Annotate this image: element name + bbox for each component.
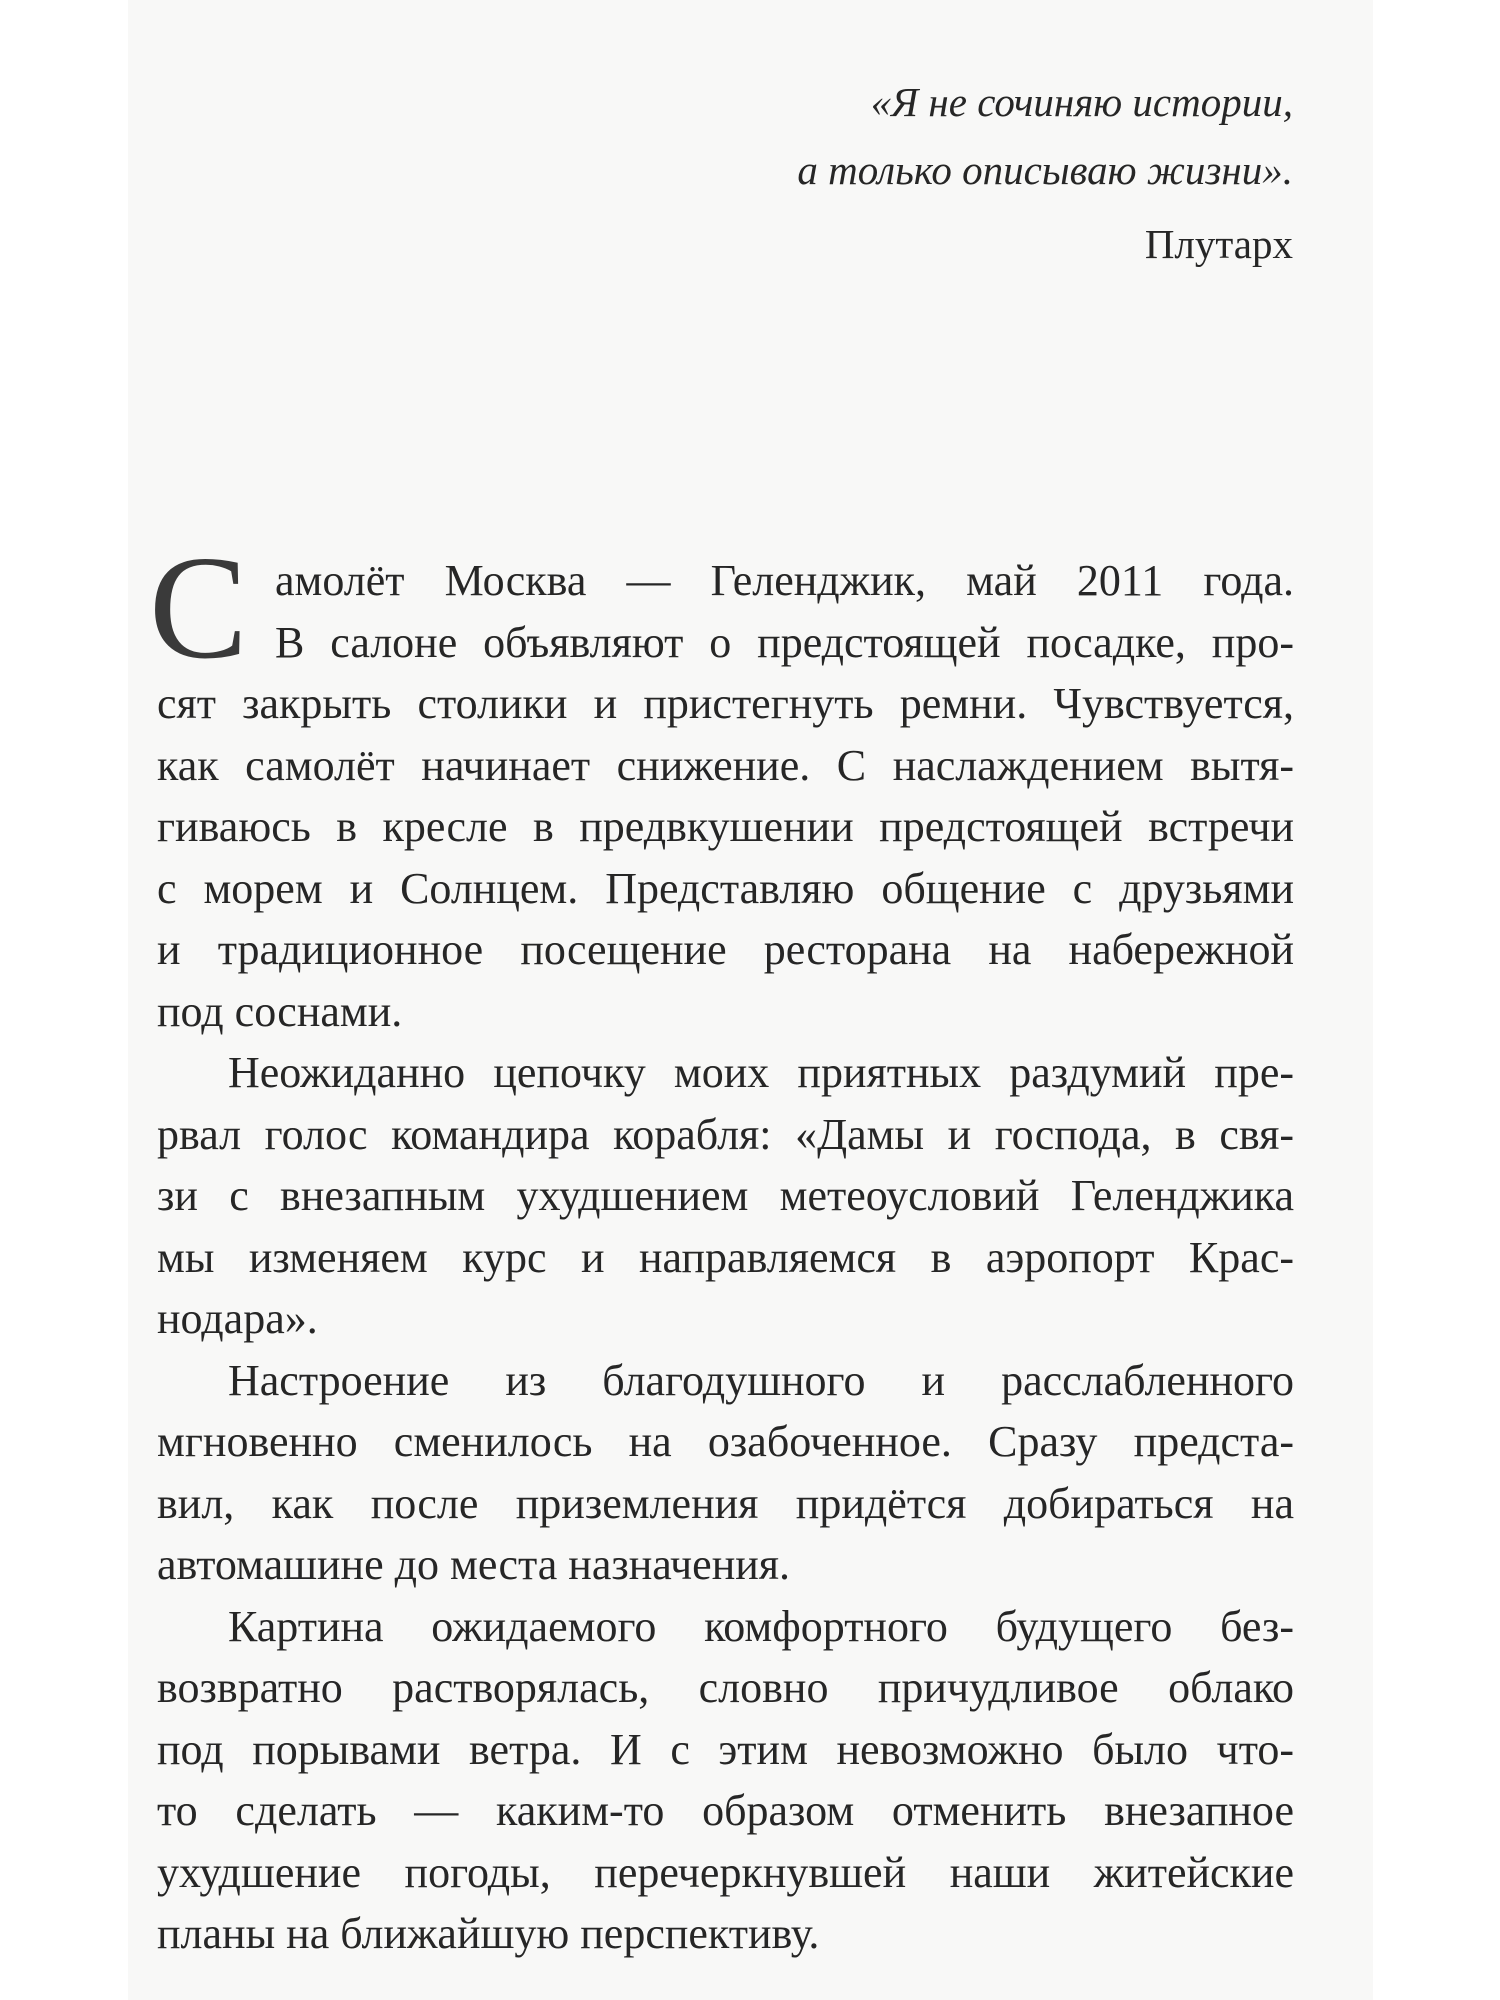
text-line: зи с внезапным ухудшением метеоусловий Геленджика [157, 1171, 1294, 1220]
text-line: Картина ожидаемого комфортного будущего без- [228, 1601, 1294, 1651]
text-line: нодара». [157, 1294, 318, 1343]
text-line: под порывами ветра. И с этим невозможно было что- [157, 1724, 1294, 1774]
text-line: амолёт Москва — Геленджик, май 2011 года. [275, 556, 1294, 605]
text-line: мгновенно сменилось на озабоченное. Сразу предста- [157, 1417, 1294, 1466]
text-line: В салоне объявляют о предстоящей посадке, про- [275, 617, 1294, 667]
paragraph-1 [149, 526, 1294, 1042]
epigraph-quote-line: а только описываю жизни». [797, 147, 1293, 193]
epigraph-author: Плутарх [1144, 221, 1293, 267]
text-line: сят закрыть столики и пристегнуть ремни. Чувствуется, [157, 679, 1294, 728]
paragraph-3 [157, 1350, 1294, 1596]
text-line: и традиционное посещение ресторана на набережной [157, 925, 1294, 974]
paragraph-4 [157, 1596, 1294, 1965]
text-line: рвал голос командира корабля: «Дамы и господа, в свя- [157, 1109, 1294, 1159]
text-line: возвратно растворялась, словно причудливое облако [157, 1663, 1294, 1712]
text-line: под соснами. [157, 986, 403, 1036]
drop-cap: С [149, 526, 248, 690]
text-line: Неожиданно цепочку моих приятных раздумий пре- [228, 1048, 1294, 1097]
text-line: то сделать — каким-то образом отменить внезапное [157, 1786, 1294, 1835]
text-line: Настроение из благодушного и расслабленного [228, 1355, 1294, 1405]
text-line: автомашине до места назначения. [157, 1540, 791, 1589]
body-text [149, 526, 1294, 1965]
text-line: планы на ближайшую перспективу. [157, 1909, 820, 1958]
book-page [128, 0, 1373, 2000]
paragraph-2 [157, 1042, 1294, 1350]
text-line: с морем и Солнцем. Представляю общение с друзьями [157, 863, 1294, 913]
text-line: мы изменяем курс и направляемся в аэропорт Крас- [157, 1232, 1294, 1282]
text-line: ухудшение погоды, перечеркнувшей наши житейские [157, 1847, 1294, 1897]
text-line: вил, как после приземления придётся добираться на [157, 1478, 1294, 1528]
epigraph [797, 68, 1293, 278]
epigraph-quote-line: «Я не сочиняю истории, [870, 79, 1293, 125]
text-line: как самолёт начинает снижение. С наслаждением вытя- [157, 740, 1294, 790]
text-line: гиваюсь в кресле в предвкушении предстоящей встречи [157, 802, 1294, 851]
